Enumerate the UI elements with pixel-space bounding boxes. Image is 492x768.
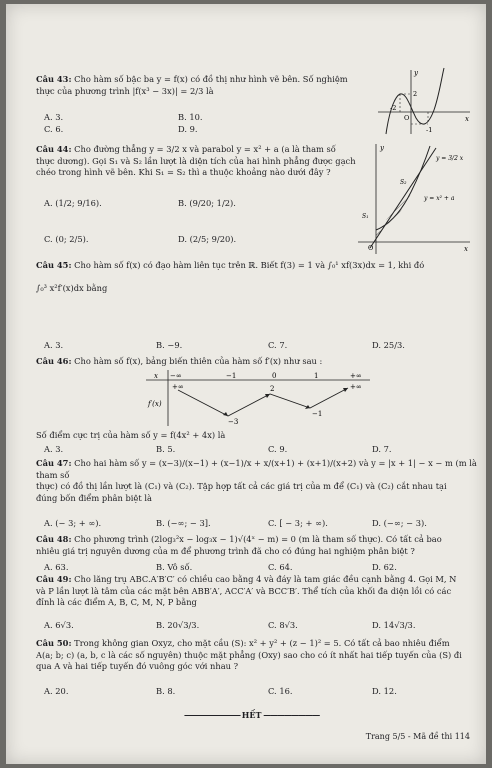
q47-opt-b[interactable]: B. (−∞; − 3].: [156, 518, 211, 528]
q43-graph-n1: -1: [426, 126, 433, 134]
q46-line1: Cho hàm số f(x), bảng biến thiên của hàm số f′(x) như sau :: [74, 356, 323, 366]
q46-x0: −∞: [170, 372, 182, 380]
q46-x2: 0: [272, 372, 277, 380]
q44-label: Câu 44:: [36, 144, 72, 154]
q50-line1: Trong không gian Oxyz, cho mặt cầu (S): x² + y² + (z − 1)² = 5. Có tất cả bao nhiêu điểm: [74, 638, 450, 648]
q45-label: Câu 45:: [36, 260, 72, 270]
q43-opt-b[interactable]: B. 10.: [178, 112, 203, 122]
q50-line2: A(a; b; c) (a, b, c là các số nguyên) thuộc mặt phẳng (Oxy) sao cho có ít nhất hai tiếp tuyến của (S) đi: [36, 649, 462, 660]
exam-page: [6, 4, 486, 764]
page-footer: Trang 5/5 - Mã đề thi 114: [365, 732, 470, 741]
q48-opt-c[interactable]: C. 64.: [268, 562, 293, 572]
q43-graph-n2: -2: [390, 104, 397, 112]
q43-graph-p2: 2: [413, 90, 418, 98]
q48-opt-d[interactable]: D. 62.: [372, 562, 397, 572]
q50-opt-a[interactable]: A. 20.: [44, 686, 69, 696]
q44-opt-c[interactable]: C. (0; 2/5).: [44, 234, 89, 244]
q43-cubic-graph: [376, 66, 474, 138]
q46-x-label: x: [154, 372, 158, 380]
q46-question: Số điểm cực trị của hàm số y = f(4x² + 4x) là: [36, 430, 226, 440]
q44-graph-line-label: y = 3/2 x: [436, 155, 464, 162]
q44-opt-d[interactable]: D. (2/5; 9/20).: [178, 234, 237, 244]
q44-graph-s2: S₂: [400, 179, 407, 186]
q49-line3: đỉnh là các điểm A, B, C, M, N, P bằng: [36, 597, 197, 607]
q46-text: [36, 356, 476, 368]
q45-line2: ∫₀³ x²f′(x)dx bằng: [36, 283, 108, 293]
q45-line1: Cho hàm số f(x) có đạo hàm liên tục trên ℝ. Biết f(3) = 1 và ∫₀¹ xf(3x)dx = 1, khi đó: [74, 260, 425, 270]
q50-text: [36, 638, 480, 673]
q49-line2: và P lần lượt là tâm của các mặt bên ABB′A′, ACC′A′ và BCC′B′. Thể tích của khối đa diện lồi có các: [36, 585, 452, 596]
q44-line3: chéo trong hình vẽ bên. Khi S₁ = S₂ thì a thuộc khoảng nào dưới đây ?: [36, 167, 331, 177]
q46-y2: 2: [270, 385, 275, 393]
q44-graph-x: x: [464, 245, 468, 253]
q48-opt-b[interactable]: B. Vô số.: [156, 562, 193, 572]
q44-text: [36, 144, 356, 179]
q43-graph-y: y: [414, 69, 418, 77]
q43-graph-o: O: [404, 114, 410, 122]
q43-text: [36, 74, 366, 97]
q45-opt-d[interactable]: D. 25/3.: [372, 340, 405, 350]
q43-line1: Cho hàm số bậc ba y = f(x) có đồ thị như hình vẽ bên. Số nghiệm: [74, 74, 348, 84]
q46-opt-b[interactable]: B. 5.: [156, 444, 176, 454]
q44-opt-b[interactable]: B. (9/20; 1/2).: [178, 198, 236, 208]
q46-x4: +∞: [350, 372, 362, 380]
q44-graph-parab-label: y = x² + a: [424, 195, 455, 202]
q45-opt-b[interactable]: B. −9.: [156, 340, 183, 350]
q45-opt-c[interactable]: C. 7.: [268, 340, 288, 350]
q46-y1: −3: [228, 418, 239, 426]
q46-label: Câu 46:: [36, 356, 72, 366]
q47-opt-a[interactable]: A. (− 3; + ∞).: [44, 518, 102, 528]
q46-y4: +∞: [350, 383, 362, 391]
q47-line3: đúng bốn điểm phân biệt là: [36, 492, 152, 503]
q48-text: [36, 534, 480, 557]
end-text: HẾT: [241, 710, 262, 720]
q50-opt-b[interactable]: B. 8.: [156, 686, 176, 696]
q47-label: Câu 47:: [36, 458, 72, 468]
q50-label: Câu 50:: [36, 638, 72, 648]
q44-graph-s1: S₁: [362, 213, 369, 220]
q44-line2: thực dương). Gọi S₁ và S₂ lần lượt là diện tích của hai hình phẳng được gạch: [36, 155, 356, 166]
end-marker: ———————— HẾT ————————: [184, 710, 320, 720]
q49-label: Câu 49:: [36, 574, 72, 584]
q49-text: [36, 574, 480, 609]
q43-opt-c[interactable]: C. 6.: [44, 124, 64, 134]
q47-line1: Cho hai hàm số y = (x−3)/(x−1) + (x−1)/x + x/(x+1) + (x+1)/(x+2) và y = |x + 1| − x − m (m là tham số: [36, 458, 477, 480]
q47-line2: thực) có đồ thị lần lượt là (C₁) và (C₂). Tập hợp tất cả các giá trị của m để (C₁) và (C₂) cắt nhau tại: [36, 481, 447, 491]
q47-opt-c[interactable]: C. [ − 3; + ∞).: [268, 518, 328, 528]
q49-opt-c[interactable]: C. 8√3.: [268, 620, 298, 630]
q47-opt-d[interactable]: D. (−∞; − 3).: [372, 518, 427, 528]
q46-y3: −1: [312, 410, 323, 418]
q49-opt-d[interactable]: D. 14√3/3.: [372, 620, 416, 630]
q46-variation-table: [142, 368, 374, 428]
q44-area-graph: [356, 142, 474, 256]
q43-graph-x: x: [465, 115, 469, 123]
q49-line1: Cho lăng trụ ABC.A′B′C′ có chiều cao bằng 4 và đáy là tam giác đều cạnh bằng 4. Gọi M, N: [74, 574, 457, 584]
q46-x3: 1: [314, 372, 319, 380]
q43-line2: thực của phương trình |f(x³ − 3x)| = 2/3 là: [36, 85, 214, 96]
q43-opt-a[interactable]: A. 3.: [44, 112, 64, 122]
q45-opt-a[interactable]: A. 3.: [44, 340, 64, 350]
q44-opt-a[interactable]: A. (1/2; 9/16).: [44, 198, 102, 208]
q50-line3: qua A và hai tiếp tuyến đó vuông góc với nhau ?: [36, 661, 239, 671]
q43-label: Câu 43:: [36, 74, 72, 84]
q48-opt-a[interactable]: A. 63.: [44, 562, 69, 572]
q44-graph-o: O: [368, 244, 374, 252]
q49-opt-b[interactable]: B. 20√3/3.: [156, 620, 200, 630]
q48-line2: nhiêu giá trị nguyên dương của m để phương trình đã cho có đúng hai nghiệm phân biệt ?: [36, 545, 415, 556]
q43-opt-d[interactable]: D. 9.: [178, 124, 198, 134]
q46-opt-a[interactable]: A. 3.: [44, 444, 64, 454]
q50-opt-c[interactable]: C. 16.: [268, 686, 293, 696]
q46-x1: −1: [226, 372, 237, 380]
q46-y0: +∞: [172, 383, 184, 391]
q46-opt-c[interactable]: C. 9.: [268, 444, 288, 454]
q49-opt-a[interactable]: A. 6√3.: [44, 620, 74, 630]
q47-text: [36, 458, 480, 504]
q50-opt-d[interactable]: D. 12.: [372, 686, 397, 696]
q46-fx-label: f′(x): [148, 400, 162, 408]
q44-line1: Cho đường thẳng y = 3/2 x và parabol y = x² + a (a là tham số: [74, 144, 336, 154]
q44-graph-y: y: [380, 144, 384, 152]
q46-opt-d[interactable]: D. 7.: [372, 444, 392, 454]
q45-text: [36, 260, 476, 295]
q48-label: Câu 48:: [36, 534, 72, 544]
q48-line1: Cho phương trình (2log₃²x − log₃x − 1)√(4ˣ − m) = 0 (m là tham số thực). Có tất cả bao: [74, 534, 442, 544]
